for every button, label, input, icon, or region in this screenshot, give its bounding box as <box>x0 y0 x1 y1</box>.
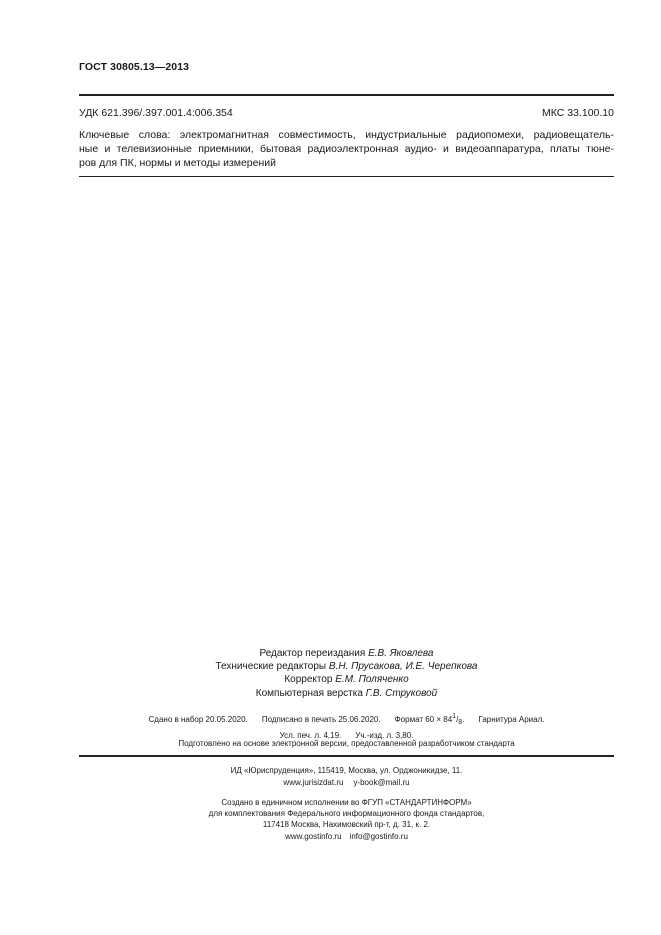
document-code: ГОСТ 30805.13—2013 <box>79 61 190 73</box>
corrector-label: Корректор <box>284 674 333 686</box>
keywords-divider <box>79 176 614 177</box>
prepared-note: Подготовлено на основе электронной версии, предоставленной разработчиком стандарта <box>178 739 515 748</box>
print-info-line <box>79 710 614 729</box>
keywords-line: ров для ПК, нормы и методы измерений <box>79 156 277 169</box>
credits-block <box>79 647 614 700</box>
publisher-site: www.jurisizdat.ru <box>283 777 344 787</box>
producer-site: www.gostinfo.ru <box>285 831 342 841</box>
corrector-name: Е.М. Поляченко <box>335 674 409 686</box>
typeface: Гарнитура Ариал. <box>478 715 545 724</box>
producer-email: info@gostinfo.ru <box>349 831 408 841</box>
publisher-block <box>79 765 614 788</box>
producer-address: 117418 Москва, Нахимовский пр-т, д. 31, к. 2. <box>262 820 431 830</box>
print-info-block <box>79 710 614 742</box>
producer-line: Создано в единичном исполнении во ФГУП «СТАНДАРТИНФОРМ» <box>221 798 472 807</box>
editor-name: Е.В. Яковлева <box>368 648 434 659</box>
format: Формат $60 \times 84^1/_8$. <box>394 713 465 726</box>
editor-label: Редактор переиздания <box>259 648 366 659</box>
publisher-address: ИД «Юриспруденция», 115419, Москва, ул. Орджоникидзе, 11. <box>230 766 463 775</box>
bottom-divider <box>79 755 614 757</box>
layout-line <box>79 687 614 700</box>
top-divider <box>79 94 614 96</box>
publ-sheets: Уч.-изд. л. 3,80. <box>355 731 414 740</box>
classification-row <box>79 107 614 119</box>
layout-label: Компьютерная верстка <box>255 687 363 699</box>
producer-contacts <box>79 831 614 842</box>
signed-date: Подписано в печать 25.06.2020. <box>261 715 381 724</box>
keywords-block <box>79 129 614 170</box>
publisher-contacts <box>79 777 614 789</box>
producer-block <box>79 797 614 842</box>
layout-name: Г.В. Струковой <box>365 687 438 699</box>
producer-line: для комплектования Федерального информационного фонда стандартов, <box>208 809 485 819</box>
submitted-date: Сдано в набор 20.05.2020. <box>148 715 248 724</box>
keywords-line: Ключевые слова: электромагнитная совместимость, индустриальные радиопомехи, радиовещатель- <box>79 129 614 141</box>
editor-line <box>79 647 614 660</box>
tech-editors-label: Технические редакторы <box>215 661 327 673</box>
mks-code: МКС 33.100.10 <box>542 107 614 119</box>
udk-code: УДК 621.396/.397.001.4:006.354 <box>79 107 233 119</box>
tech-editors-line <box>79 660 614 673</box>
corrector-line <box>79 673 614 686</box>
keywords-line: ные и телевизионные приемники, бытовая радиоэлектронная аудио- и видеоаппаратура, платы тюне- <box>79 142 614 155</box>
print-sheets: Усл. печ. л. 4,19. <box>279 731 342 740</box>
tech-editors-names: В.Н. Прусакова, И.Е. Черепкова <box>328 661 478 673</box>
publisher-email: y-book@mail.ru <box>353 777 410 787</box>
